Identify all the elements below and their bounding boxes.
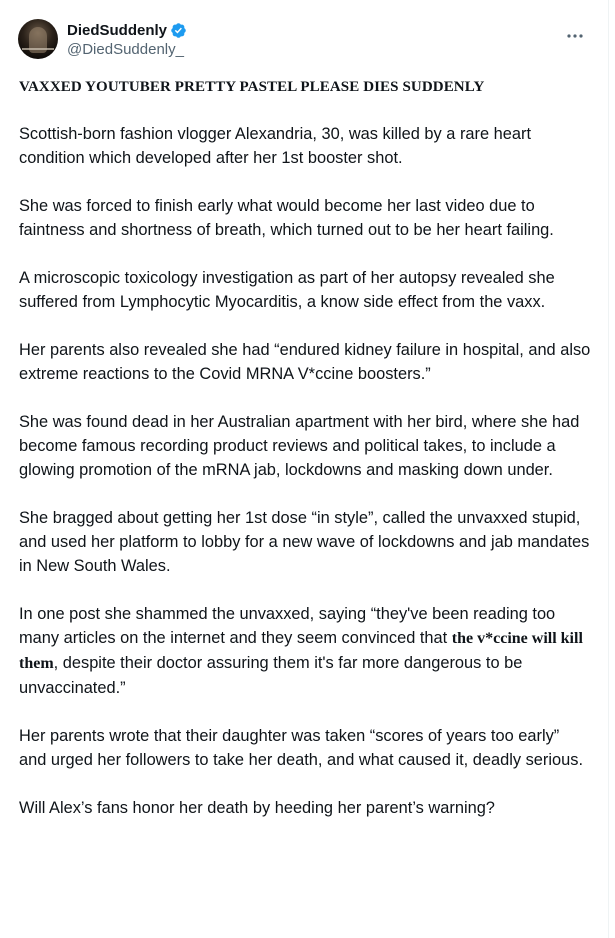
display-name-row <box>67 20 187 40</box>
author-names <box>67 20 187 58</box>
post-paragraph: She bragged about getting her 1st dose “in style”, called the unvaxxed stupid, and used her platform to lobby for a new wave of lockdowns and jab mandates in New South Wales. <box>19 509 590 575</box>
post-paragraph: She was found dead in her Australian apartment with her bird, where she had become famous recording product reviews and political takes, to include a glowing promotion of the mRNA jab, lockdowns and masking down under. <box>19 413 580 479</box>
avatar[interactable] <box>18 19 58 59</box>
quote-text-before: In one post she shammed the unvaxxed, saying “they've been reading too many articles on the internet and they seem convinced that <box>19 605 556 647</box>
quote-emphasis: the v*ccine will kill them <box>19 630 583 672</box>
verified-badge-icon[interactable] <box>170 22 187 39</box>
avatar-caption-bar <box>22 48 54 50</box>
quote-text-after: , despite their doctor assuring them it's far more dangerous to be unvaccinated.” <box>19 654 523 697</box>
author-display-name[interactable]: DiedSuddenly <box>67 21 168 39</box>
post-paragraph: Her parents also revealed she had “endured kidney failure in hospital, and also extreme reactions to the Covid MRNA V*ccine boosters.” <box>19 341 591 383</box>
post-headline: VAXXED YOUTUBER PRETTY PASTEL PLEASE DIES SUDDENLY <box>19 79 485 95</box>
more-options-icon[interactable] <box>565 24 585 44</box>
post-paragraph: She was forced to finish early what would become her last video due to faintness and shortness of breath, which turned out to be her heart failing. <box>19 197 554 239</box>
post-header <box>18 18 187 60</box>
post-paragraph: Her parents wrote that their daughter was taken “scores of years too early” and urged her followers to take her death, and what caused it, deadly serious. <box>19 727 584 769</box>
right-border <box>608 0 609 938</box>
post-paragraph: Scottish-born fashion vlogger Alexandria, 30, was killed by a rare heart condition which developed after her 1st booster shot. <box>19 125 532 167</box>
post-paragraph: A microscopic toxicology investigation as part of her autopsy revealed she suffered from Lymphocytic Myocarditis, a know side effect from the vaxx. <box>19 269 555 311</box>
post-body <box>19 122 591 844</box>
quote-paragraph <box>19 602 591 700</box>
post-paragraph: Will Alex’s fans honor her death by heeding her parent’s warning? <box>19 799 495 817</box>
author-handle[interactable]: @DiedSuddenly_ <box>67 41 184 58</box>
